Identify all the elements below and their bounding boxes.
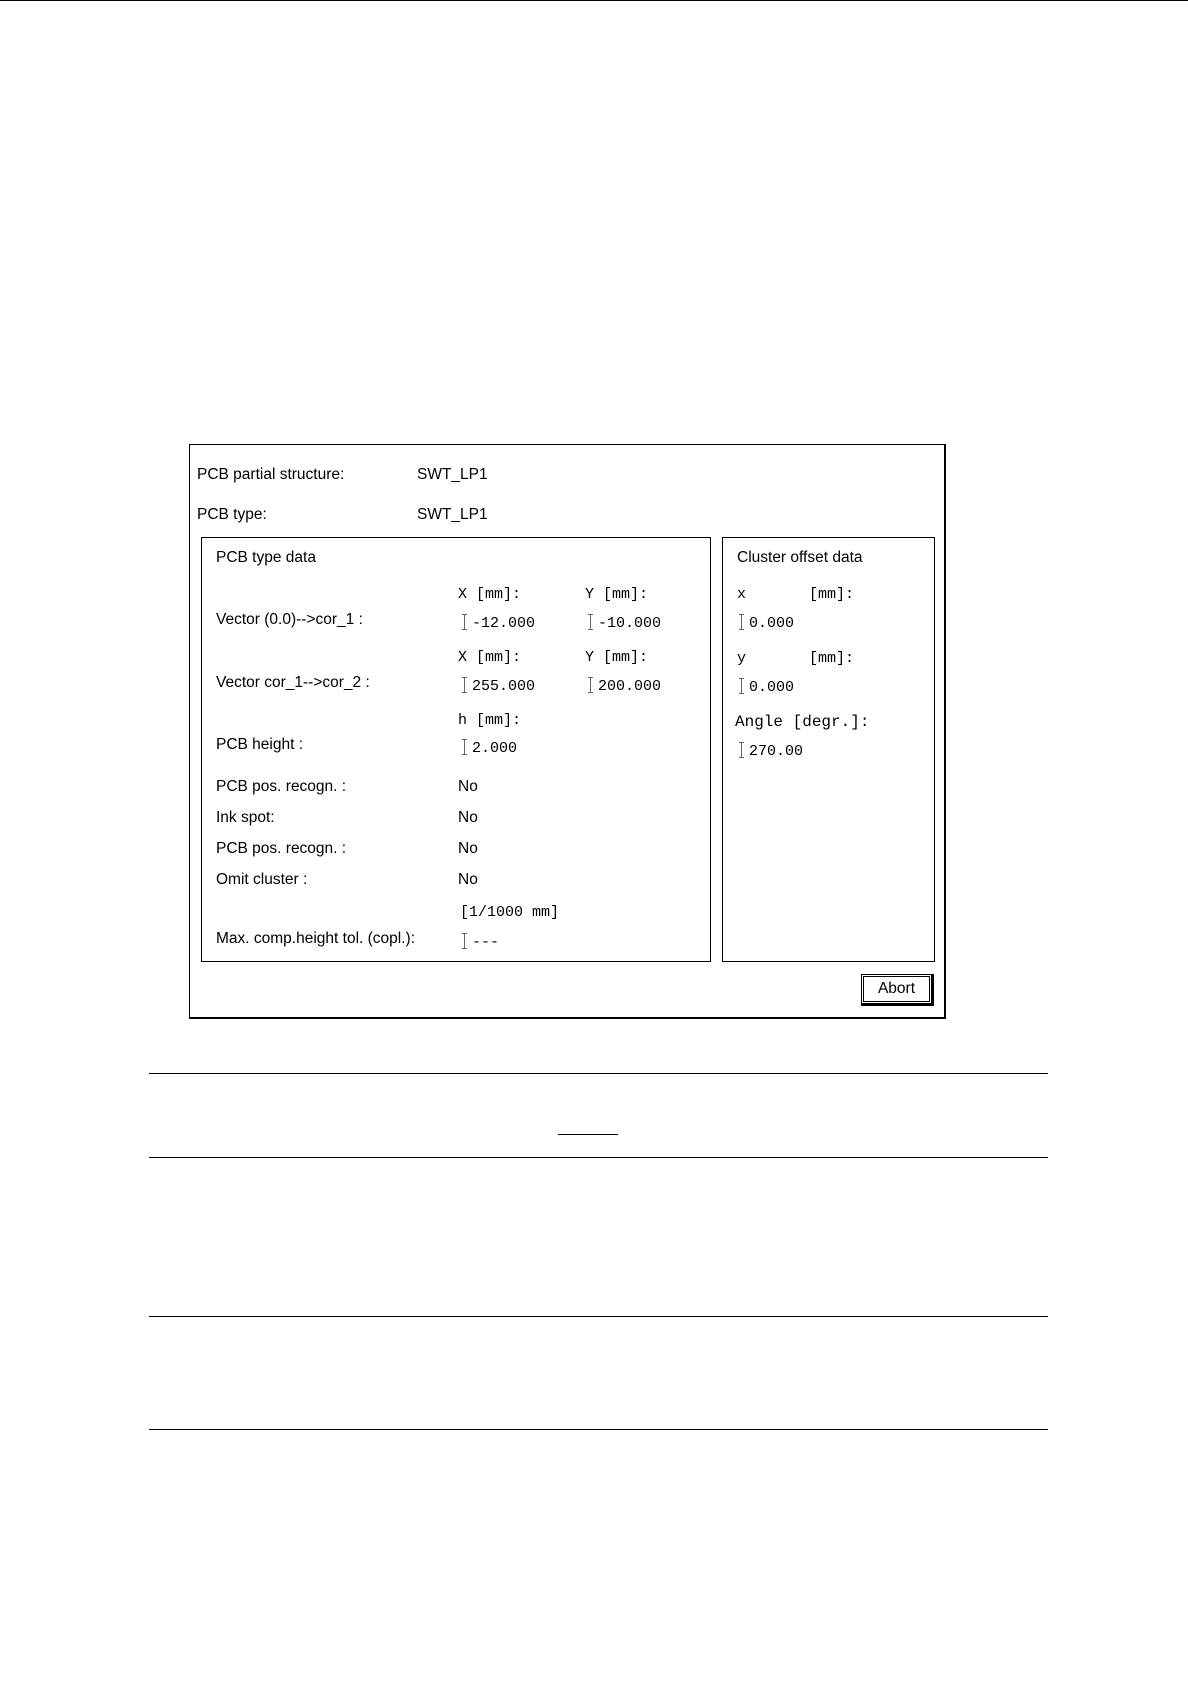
text-cursor-icon	[741, 614, 747, 630]
text-cursor-icon	[464, 739, 470, 755]
vector2-x-input[interactable]: 255.000	[464, 674, 535, 695]
vector1-y-header: Y [mm]:	[585, 586, 649, 603]
pcb-type-dialog	[189, 444, 946, 1019]
pcb-type-label: PCB type:	[197, 506, 267, 523]
option-label: PCB pos. recogn. :	[216, 778, 347, 795]
vector2-label: Vector cor_1-->cor_2 :	[216, 674, 370, 691]
height-label: PCB height :	[216, 736, 304, 753]
cluster-angle-header: Angle [degr.]:	[735, 713, 870, 731]
pcb-type-value: SWT_LP1	[417, 506, 488, 523]
text-cursor-icon	[590, 614, 596, 630]
vector2-x-header: X [mm]:	[458, 649, 522, 666]
text-cursor-icon	[464, 614, 470, 630]
partial-structure-label: PCB partial structure:	[197, 466, 345, 483]
option-label: Ink spot:	[216, 809, 275, 826]
pcb-type-data-group	[201, 537, 711, 962]
height-input[interactable]: 2.000	[464, 736, 517, 757]
partial-structure-value: SWT_LP1	[417, 466, 488, 483]
horizontal-rule	[149, 1073, 1048, 1074]
cluster-y-header: y [mm]:	[737, 650, 855, 667]
horizontal-rule	[149, 1316, 1048, 1317]
cluster-offset-group	[722, 537, 935, 962]
horizontal-rule	[149, 1429, 1048, 1430]
vector1-x-header: X [mm]:	[458, 586, 522, 603]
option-label: PCB pos. recogn. :	[216, 840, 347, 857]
page-top-rule	[0, 0, 1188, 1]
tolerance-header: [1/1000 mm]	[460, 904, 560, 921]
vector2-y-input[interactable]: 200.000	[590, 674, 661, 695]
cluster-x-header: x [mm]:	[737, 586, 855, 603]
cluster-offset-title: Cluster offset data	[737, 549, 863, 566]
option-label: Omit cluster :	[216, 871, 308, 888]
text-cursor-icon	[741, 742, 747, 758]
option-value-select[interactable]: No	[458, 778, 478, 795]
short-rule	[558, 1134, 618, 1135]
text-cursor-icon	[590, 677, 596, 693]
vector2-y-header: Y [mm]:	[585, 649, 649, 666]
pcb-type-data-title: PCB type data	[216, 549, 316, 566]
option-value-select[interactable]: No	[458, 840, 478, 857]
cluster-y-input[interactable]: 0.000	[741, 675, 794, 696]
tolerance-label: Max. comp.height tol. (copl.):	[216, 930, 415, 947]
text-cursor-icon	[464, 933, 470, 949]
text-cursor-icon	[741, 678, 747, 694]
height-header: h [mm]:	[458, 712, 522, 729]
cluster-angle-input[interactable]: 270.00	[741, 739, 803, 760]
cluster-x-input[interactable]: 0.000	[741, 611, 794, 632]
tolerance-input[interactable]: ---	[464, 930, 499, 951]
horizontal-rule	[149, 1157, 1048, 1158]
text-cursor-icon	[464, 677, 470, 693]
option-value-select[interactable]: No	[458, 871, 478, 888]
vector1-y-input[interactable]: -10.000	[590, 611, 661, 632]
vector1-label: Vector (0.0)-->cor_1 :	[216, 611, 363, 628]
vector1-x-input[interactable]: -12.000	[464, 611, 535, 632]
abort-button[interactable]: Abort	[861, 974, 934, 1006]
option-value-select[interactable]: No	[458, 809, 478, 826]
